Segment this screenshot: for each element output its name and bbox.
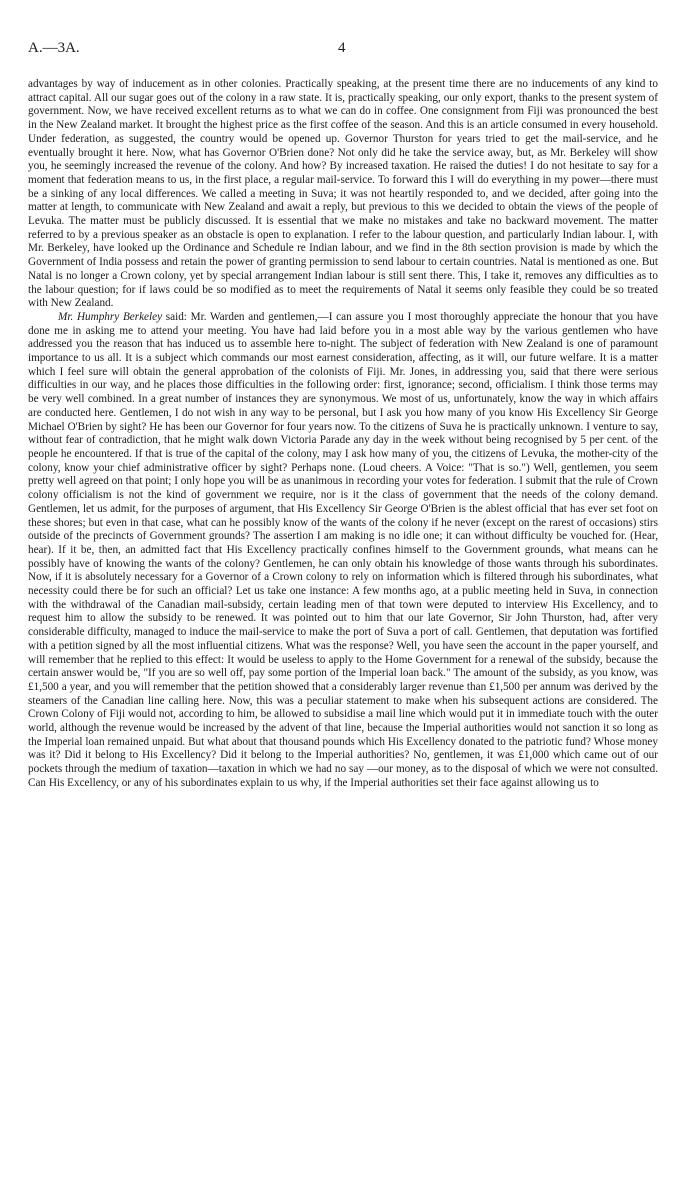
page-number: 4	[338, 40, 346, 56]
body-text	[28, 78, 658, 791]
paragraph-2	[28, 311, 658, 791]
document-reference: A.—3A.	[28, 40, 80, 56]
page-header	[28, 40, 658, 60]
speaker-name: Mr. Humphry Berkeley	[58, 310, 163, 323]
paragraph-1-text: advantages by way of inducement as in other colonies. Practically speaking, at the present time there are no inducements of any kind to attract capital. All our sugar goes out of the colony in a raw state. It is, practically speaking, our only export, thanks to the present system of government. Now, we have received excellent returns as to what we can do in coffee. One consignment from Fiji was pronounced the best in the New Zealand market. It brought the highest price as the first coffee of the season. And this is an article consumed in every household. Under federation, as suggested, the country would be opened up. Governor Thurston for years tried to get the mail-service, and he eventually brought it here. Now, what has Governor O'Brien done? Not only did he take the service away, but, as Mr. Berkeley will show you, he seemingly increased the revenue of the colony. And how? By increased taxation. He raised the duties! I do not hesitate to say for a moment that federation means to us, in the first place, a regular mail-service. To forward this I will do everything in my power—there must be a sinking of any local differences. We called a meeting in Suva; it was not heartily responded to, and we decided, after going into the matter at length, to communicate with New Zealand and await a reply, but previous to this we decided to obtain the views of the people of Levuka. The matter must be publicly discussed. It is essential that we make no mistakes and take no backward movement. The matter referred to by a previous speaker as an obstacle is open to explanation. I refer to the labour question, and particularly Indian labour. I, with Mr. Berkeley, have looked up the Ordinance and Schedule re Indian labour, and we find in the 8th section provision is made by which the Government of India possess and retain the power of granting permission to send labour to certain countries. Natal is mentioned as one. But Natal is no longer a Crown colony, yet by special arrangement Indian labour is still sent there. This, I take it, removes any difficulties as to the labour question; for if laws could be so modified as to meet the requirements of Natal it seems only feasible they could be so treated with New Zealand.	[28, 78, 658, 310]
paragraph-2-text: said: Mr. Warden and gentlemen,—I can assure you I most thoroughly appreciate the honour that you have done me in asking me to attend your meeting. You have had laid before you in a most able way by the various gentlemen who have addressed you the reason that has induced us to assemble here to-night. The subject of federation with New Zealand is one of paramount importance to us all. It is a subject which commands our most earnest consideration, affecting, as it will, our future welfare. It is a matter which I feel sure will obtain the general approbation of the colonists of Fiji. Mr. Jones, in addressing you, said that there were serious difficulties in our way, and he places those difficulties in the following order: first, ignorance; second, officialism. I think those terms may be very well combined. In a great number of instances they are synonymous. We most of us, unfortunately, know the way in which affairs are conducted here. Gentlemen, I do not wish in any way to be personal, but I ask you how many of you know His Excellency Sir George Michael O'Brien by sight? He has been our Governor for four years now. To the citizens of Suva he is practically unknown. I venture to say, without fear of contradiction, that he might walk down Victoria Parade any day in the week without being recognised by 5 per cent. of the people he encountered. If that is true of the capital of the colony, may I ask how many of you, the citizens of Levuka, the mother-city of the colony, know your chief administrative officer by sight? Perhaps none. (Loud cheers. A Voice: "That is so.") Well, gentlemen, you seem pretty well agreed on that point; I only hope you will be as unanimous in recording your votes for federation. I submit that the rule of Crown colony officialism is not the kind of government we require, nor is it the class of government that the needs of the colony demand. Gentlemen, let us admit, for the purposes of argument, that His Excellency Sir George O'Brien is the ablest official that has ever set foot on these shores; but even in that case, what can he possibly know of the wants of the colony if he never (except on the rarest of occasions) stirs outside of the precincts of Government grounds? The assertion I am making is no idle one; it can without difficulty be vouched for. (Hear, hear). If it be, then, an admitted fact that His Excellency practically confines himself to the Government grounds, what means can he possibly have of knowing the wants of the colony? Gentlemen, he can only obtain his knowledge of those wants through his subordinates. Now, if it is absolutely necessary for a Governor of a Crown colony to rely on information which is filtered through his subordinates, what necessity could there be for such an official? Let us take one instance: A few months ago, at a public meeting held in Suva, in connection with the withdrawal of the Canadian mail-subsidy, certain leading men of that town were deputed to interview His Excellency, and to request him to allow the subsidy to be renewed. It was pointed out to him that our late Governor, Sir John Thurston, had, after very considerable difficulty, managed to induce the mail-service to make the port of Suva a port of call. Gentlemen, that deputation was fortified with a petition signed by all the most influential citizens. What was the response? Well, you have seen the account in the paper yourself, and will remember that he replied to this effect: It would be useless to apply to the Home Government for a renewal of the subsidy, because the certain answer would be, "If you are so well off, pay some portion of the Imperial loan back." The amount of the subsidy, as you know, was £1,500 a year, and you will remember that the petition showed that a considerably larger revenue than £1,500 per annum was derived by the steamers of the Canadian line calling here. Now, this was a peculiar statement to make when his subsequent actions are considered. The Crown Colony of Fiji would not, according to him, be allowed to subsidise a mail line which would put it in immediate touch with the outer world, although the revenue would be increased by the advent of that line, because the Imperial authorities would not sanction it so long as the Imperial loan remained unpaid. But what about that thousand pounds which His Excellency donated to the patriotic fund? Whose money was it? Did it belong to His Excellency? Did it belong to the Imperial authorities? No, gentlemen, it was £1,000 which came out of our pockets through the medium of taxation—taxation in which we had no say —our money, as to the disposal of which we were not consulted. Can His Excellency, or any of his subordinates explain to us why, if the Imperial authorities set their face against allowing us to	[28, 310, 658, 789]
paragraph-1	[28, 78, 658, 311]
